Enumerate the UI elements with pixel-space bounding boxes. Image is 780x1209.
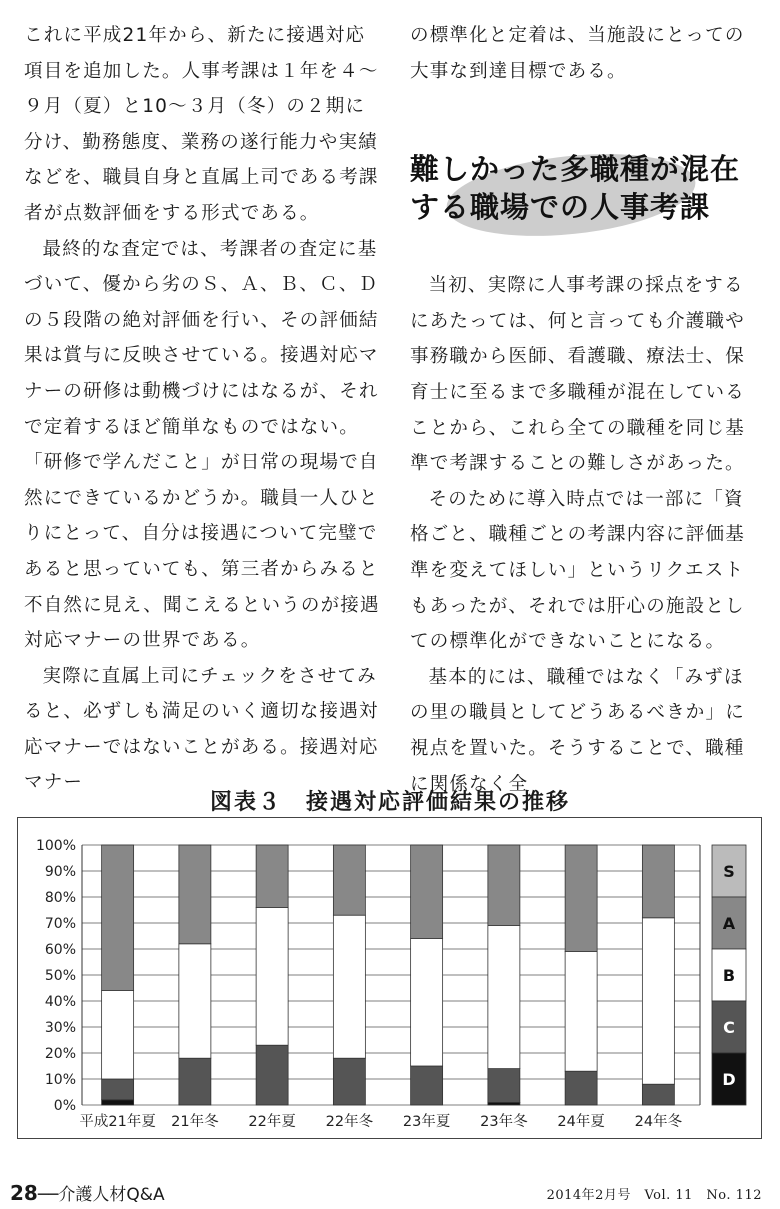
heading-line-2: する職場での人事考課 <box>410 190 711 224</box>
y-tick-label: 60% <box>44 942 76 958</box>
y-tick-label: 50% <box>44 968 76 984</box>
paragraph: 最終的な査定では、考課者の査定に基づいて、優から劣のＳ、Ａ、Ｂ、Ｃ、Ｄの５段階の絶対評価を行い、その評価結果は賞与に反映させている。接遇対応マナーの研修は動機づけにはなるが、それで定着するほど簡単なものではない。 <box>24 238 379 438</box>
page-number: 28 <box>10 1181 38 1205</box>
x-category-label: 23年冬 <box>480 1114 528 1130</box>
bar-segment-C <box>411 1066 443 1105</box>
x-category-label: 21年冬 <box>171 1114 219 1130</box>
section-heading <box>410 150 770 226</box>
bar-segment-B <box>102 991 134 1079</box>
y-tick-label: 90% <box>44 864 76 880</box>
bar-segment-C <box>333 1058 365 1105</box>
paragraph: の標準化と定着は、当施設にとっての大事な到達目標である。 <box>410 25 745 82</box>
heading-line-1: 難しかった多職種が混在 <box>410 152 741 186</box>
bar-segment-B <box>179 944 211 1058</box>
bar-segment-A <box>333 845 365 915</box>
paragraph: 「研修で学んだこと」が日常の現場で自然にできているかどうか。職員一人ひとりにとって、自分は接遇について完璧であると思っていても、第三者からみると不自然に見え、聞こえるというのが接遇対応マナーの世界である。 <box>24 452 380 652</box>
bar-segment-B <box>488 926 520 1069</box>
bar-segment-B <box>333 915 365 1058</box>
x-category-label: 22年夏 <box>248 1114 296 1130</box>
bar-segment-C <box>488 1069 520 1103</box>
legend-label-B: B <box>722 966 736 985</box>
chart-frame <box>17 817 762 1139</box>
bar-segment-A <box>411 845 443 939</box>
x-category-label: 24年夏 <box>557 1114 605 1130</box>
bar-segment-C <box>642 1084 674 1105</box>
bar-segment-A <box>565 845 597 952</box>
figure-title: 図表３ 接遇対応評価結果の推移 <box>209 790 570 815</box>
bar-segment-B <box>642 918 674 1084</box>
y-tick-label: 0% <box>53 1098 76 1114</box>
y-tick-label: 10% <box>44 1072 76 1088</box>
paragraph: これに平成21年から、新たに接遇対応項目を追加した。人事考課は１年を４～９月（夏）と10～３月（冬）の２期に分け、勤務態度、業務の遂行能力や実績などを、職員自身と直属上司である考課者が点数評価をする形式である。 <box>24 25 379 224</box>
x-category-label: 22年冬 <box>325 1114 374 1130</box>
y-tick-label: 100% <box>35 838 76 854</box>
paragraph: 当初、実際に人事考課の採点をするにあたっては、何と言っても介護職や事務職から医師、看護職、療法士、保育士に至るまで多職種が混在していることから、これら全ての職種を同じ基準で考課することの難しさがあった。 <box>410 275 745 475</box>
bar-segment-B <box>411 939 443 1066</box>
bar-segment-C <box>179 1058 211 1105</box>
article-left-column <box>24 18 380 801</box>
bar-segment-A <box>102 845 134 991</box>
publication-name: ──介護人材Q&A <box>37 1185 165 1205</box>
bar-segment-A <box>179 845 211 944</box>
bar-segment-C <box>102 1079 134 1100</box>
x-category-label: 平成21年夏 <box>79 1114 156 1130</box>
paragraph: そのために導入時点では一部に「資格ごと、職種ごとの考課内容に評価基準を変えてほしい」というリクエストもあったが、それでは肝心の施設としての標準化ができないことになる。 <box>410 488 745 653</box>
y-tick-label: 30% <box>44 1020 76 1036</box>
bar-segment-C <box>256 1045 288 1105</box>
bar-segment-C <box>565 1071 597 1105</box>
x-category-label: 24年冬 <box>634 1114 683 1130</box>
bar-segment-A <box>256 845 288 907</box>
footer-left <box>10 1180 165 1205</box>
y-tick-label: 80% <box>44 890 76 906</box>
stacked-bar-chart <box>18 818 761 1138</box>
bar-segment-B <box>256 907 288 1045</box>
paragraph: 基本的には、職種ではなく「みずほの里の職員としてどうあるべきか」に視点を置いた。そうすることで、職種に関係なく全 <box>410 666 745 795</box>
bar-segment-D <box>102 1100 134 1105</box>
legend-label-D: D <box>722 1070 736 1089</box>
y-tick-label: 40% <box>44 994 76 1010</box>
x-category-label: 23年夏 <box>402 1114 451 1130</box>
article-right-column <box>410 18 762 802</box>
y-tick-label: 70% <box>44 916 76 932</box>
bar-segment-B <box>565 952 597 1072</box>
legend-label-S: S <box>723 862 735 881</box>
paragraph: 実際に直属上司にチェックをさせてみると、必ずしも満足のいく適切な接遇対応マナーではないことがある。接遇対応マナー <box>24 665 379 794</box>
bar-segment-A <box>642 845 674 918</box>
y-tick-label: 20% <box>44 1046 76 1062</box>
legend-label-C: C <box>723 1018 735 1037</box>
legend-label-A: A <box>722 914 736 933</box>
issue-info: 2014年2月号 Vol. 11 No. 112 <box>546 1188 762 1203</box>
bar-segment-A <box>488 845 520 926</box>
